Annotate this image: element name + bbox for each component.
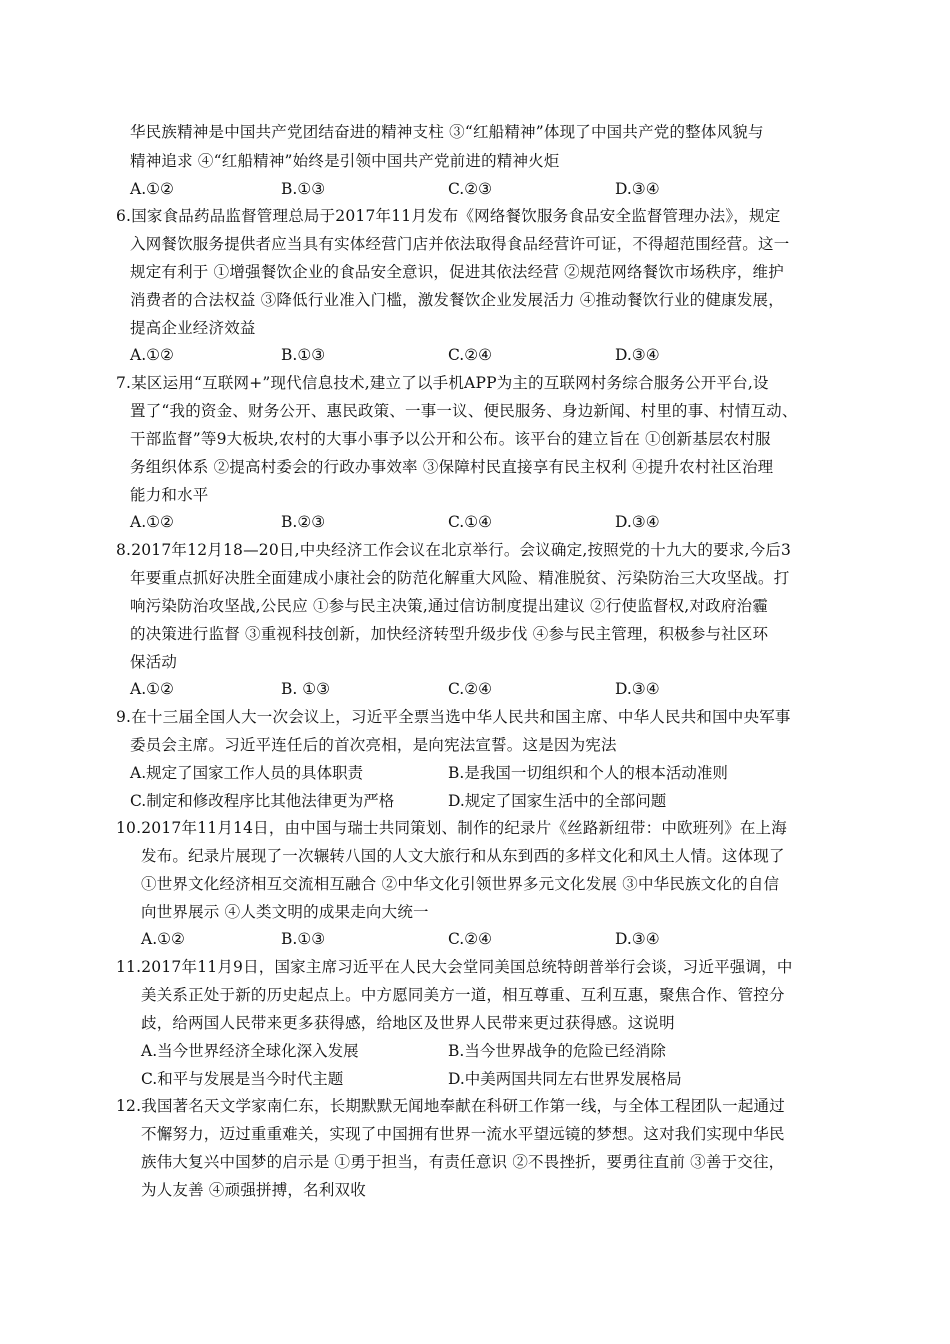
- question-line: 的决策进行监督 ③重视科技创新，加快经济转型升级步伐 ④参与民主管理，积极参与社区环: [130, 625, 769, 643]
- question-line: ①世界文化经济相互交流相互融合 ②中华文化引领世界多元文化发展 ③中华民族文化的自信: [141, 875, 780, 893]
- question-line: 精神追求 ④“红船精神”始终是引领中国共产党前进的精神火炬: [130, 152, 560, 170]
- option-a: A.①②: [130, 346, 174, 364]
- option-c: C.②③: [448, 180, 493, 198]
- question-line: 提高企业经济效益: [130, 319, 256, 337]
- option-c: C.②④: [448, 680, 493, 698]
- question-line: 12.我国著名天文学家南仁东，长期默默无闻地奉献在科研工作第一线，与全体工程团队一起通过: [116, 1097, 785, 1115]
- option-b: B.①③: [281, 180, 326, 198]
- question-line: 10.2017年11月14日，由中国与瑞士共同策划、制作的纪录片《丝路新纽带：中欧班列》在上海: [116, 819, 787, 837]
- question-line: 美关系正处于新的历史起点上。中方愿同美方一道，相互尊重、互利互惠，聚焦合作、管控分: [141, 986, 785, 1004]
- option-c: C.②④: [448, 930, 493, 948]
- option-d: D.③④: [615, 680, 660, 698]
- question-line: 保活动: [130, 653, 178, 671]
- option-d: D.③④: [615, 930, 660, 948]
- option-d: D.③④: [615, 346, 660, 364]
- question-line: 规定有利于 ①增强餐饮企业的食品安全意识，促进其依法经营 ②规范网络餐饮市场秩序，维护: [130, 263, 784, 281]
- option-c: C.和平与发展是当今时代主题: [141, 1070, 344, 1088]
- question-line: 委员会主席。习近平连任后的首次亮相，是向宪法宣誓。这是因为宪法: [130, 736, 617, 754]
- option-a: A.①②: [130, 513, 174, 531]
- option-b: B.当今世界战争的危险已经消除: [448, 1042, 666, 1060]
- option-d: D.③④: [615, 513, 660, 531]
- option-a: A.①②: [141, 930, 185, 948]
- question-line: 华民族精神是中国共产党团结奋进的精神支柱 ③“红船精神”体现了中国共产党的整体风貌与: [130, 123, 764, 141]
- question-line: 务组织体系 ②提高村委会的行政办事效率 ③保障村民直接享有民主权利 ④提升农村社区治理: [130, 458, 774, 476]
- option-b: B.①③: [281, 930, 326, 948]
- option-a: A.规定了国家工作人员的具体职责: [130, 764, 364, 782]
- question-line: 8.2017年12月18—20日,中央经济工作会议在北京举行。会议确定,按照党的十九大的要求,今后3: [116, 541, 792, 559]
- question-line: 为人友善 ④顽强拼搏，名利双收: [141, 1181, 366, 1199]
- option-a: A.①②: [130, 180, 174, 198]
- question-line: 入网餐饮服务提供者应当具有实体经营门店并依法取得食品经营许可证，不得超范围经营。这一: [130, 235, 790, 253]
- question-line: 干部监督”等9大板块,农村的大事小事予以公开和公布。该平台的建立旨在 ①创新基层农村服: [130, 430, 771, 448]
- option-c: C.②④: [448, 346, 493, 364]
- option-b: B. ①③: [281, 680, 331, 698]
- question-line: 发布。纪录片展现了一次辗转八国的人文大旅行和从东到西的多样文化和风土人情。这体现了: [141, 847, 785, 865]
- question-line: 能力和水平: [130, 486, 209, 504]
- question-line: 响污染防治攻坚战,公民应 ①参与民主决策,通过信访制度提出建议 ②行使监督权,对政府治霾: [130, 597, 768, 615]
- option-b: B.②③: [281, 513, 326, 531]
- question-line: 置了“我的资金、财务公开、惠民政策、一事一议、便民服务、身边新闻、村里的事、村情互动、: [130, 402, 798, 420]
- question-line: 消费者的合法权益 ③降低行业准入门槛，激发餐饮企业发展活力 ④推动餐饮行业的健康发展，: [130, 291, 784, 309]
- option-c: C.制定和修改程序比其他法律更为严格: [130, 792, 395, 810]
- option-a: A.当今世界经济全球化深入发展: [141, 1042, 359, 1060]
- question-line: 7.某区运用“互联网+”现代信息技术,建立了以手机APP为主的互联网村务综合服务公开平台,设: [116, 374, 769, 392]
- option-b: B.是我国一切组织和个人的根本活动准则: [448, 764, 728, 782]
- question-line: 9.在十三届全国人大一次会议上，习近平全票当选中华人民共和国主席、中华人民共和国中央军事: [116, 708, 791, 726]
- question-line: 向世界展示 ④人类文明的成果走向大统一: [141, 903, 429, 921]
- option-a: A.①②: [130, 680, 174, 698]
- question-line: 不懈努力，迈过重重难关，实现了中国拥有世界一流水平望远镜的梦想。这对我们实现中华民: [141, 1125, 785, 1143]
- question-line: 6.国家食品药品监督管理总局于2017年11月发布《网络餐饮服务食品安全监督管理办法》，规定: [116, 207, 781, 225]
- option-d: D.中美两国共同左右世界发展格局: [448, 1070, 682, 1088]
- question-line: 歧，给两国人民带来更多获得感，给地区及世界人民带来更过获得感。这说明: [141, 1014, 675, 1032]
- option-d: D.③④: [615, 180, 660, 198]
- option-c: C.①④: [448, 513, 493, 531]
- option-d: D.规定了国家生活中的全部问题: [448, 792, 667, 810]
- option-b: B.①③: [281, 346, 326, 364]
- question-line: 族伟大复兴中国梦的启示是 ①勇于担当，有责任意识 ②不畏挫折，要勇往直前 ③善于交往，: [141, 1153, 785, 1171]
- question-line: 11.2017年11月9日，国家主席习近平在人民大会堂同美国总统特朗普举行会谈，习近平强调，中: [116, 958, 793, 976]
- question-line: 年要重点抓好决胜全面建成小康社会的防范化解重大风险、精准脱贫、污染防治三大攻坚战。打: [130, 569, 790, 587]
